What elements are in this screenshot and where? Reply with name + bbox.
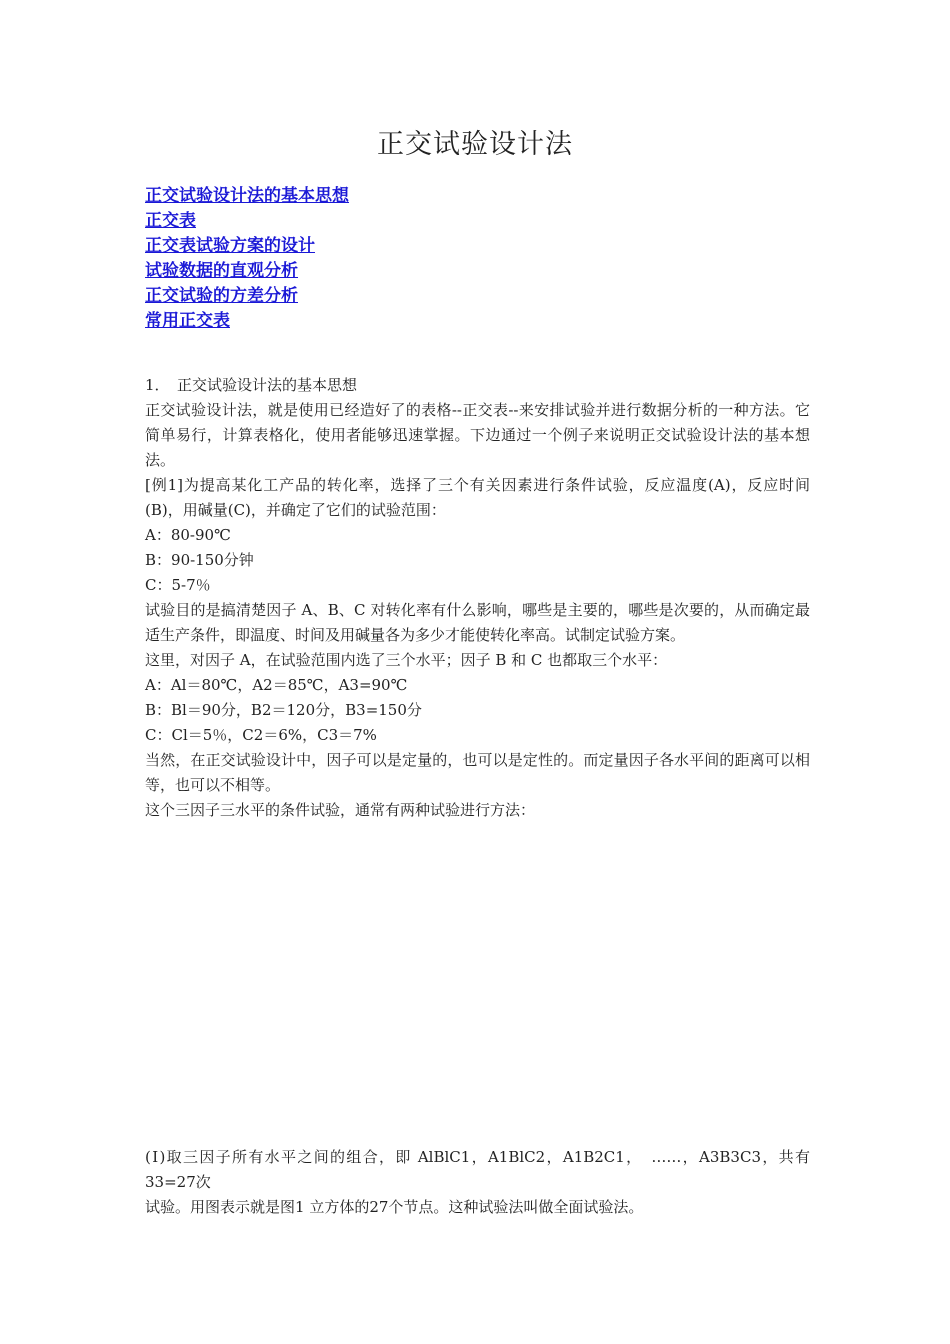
toc-item [145,258,349,283]
factor-range-b: B：90-150分钟 [145,551,254,569]
toc-link-basic-idea[interactable]: 正交试验设计法的基本思想 [145,186,349,206]
toc-link-scheme-design[interactable]: 正交表试验方案的设计 [145,236,315,256]
factor-levels-a: A：Al＝80℃，A2＝85℃，A3=90℃ [145,676,408,694]
toc-item [145,283,349,308]
paragraph: 试验。用图表示就是图1 立方体的27个节点。这种试验法叫做全面试验法。 [145,1198,644,1216]
toc-link-variance-analysis[interactable]: 正交试验的方差分析 [145,286,298,306]
section-continuation [145,1145,810,1220]
page-title: 正交试验设计法 [377,129,573,160]
factor-range-a: A：80-90℃ [145,526,231,544]
factor-levels-c: C：Cl＝5％，C2＝6%，C3＝7% [145,726,377,744]
toc-item [145,308,349,333]
paragraph: 这个三因子三水平的条件试验，通常有两种试验进行方法： [145,801,536,819]
section-heading: 1． 正交试验设计法的基本思想 [145,376,358,394]
toc-item [145,233,349,258]
factor-levels-b: B：Bl＝90分，B2＝120分，B3=150分 [145,701,422,719]
factor-range-c: C：5-7％ [145,576,211,594]
paragraph: 当然，在正交试验设计中，因子可以是定量的，也可以是定性的。而定量因子各水平间的距离可以相等，也可以不相等。 [145,751,810,794]
toc-link-intuitive-analysis[interactable]: 试验数据的直观分析 [145,261,298,281]
table-of-contents [145,183,349,333]
toc-item [145,183,349,208]
paragraph: 试验目的是搞清楚因子 A、B、C 对转化率有什么影响，哪些是主要的，哪些是次要的，从而确定最适生产条件，即温度、时间及用碱量各为多少才能使转化率高。试制定试验方案。 [145,601,810,644]
paragraph: 正交试验设计法，就是使用已经造好了的表格--正交表--来安排试验并进行数据分析的一种方法。它简单易行，计算表格化，使用者能够迅速掌握。下边通过一个例子来说明正交试验设计法的基本想法。 [145,401,810,469]
paragraph: [例1]为提高某化工产品的转化率，选择了三个有关因素进行条件试验，反应温度(A)，反应时间(B)，用碱量(C)，并确定了它们的试验范围： [145,476,810,519]
toc-link-orthogonal-table[interactable]: 正交表 [145,211,196,231]
toc-link-common-tables[interactable]: 常用正交表 [145,311,230,331]
paragraph: 这里，对因子 A，在试验范围内选了三个水平；因子 B 和 C 也都取三个水平： [145,651,668,669]
section-body [145,373,810,823]
paragraph: (Ⅰ)取三因子所有水平之间的组合，即 AlBlC1，A1BlC2，A1B2C1， ……，A3B3C3，共有33=27次 [145,1148,810,1191]
toc-item [145,208,349,233]
